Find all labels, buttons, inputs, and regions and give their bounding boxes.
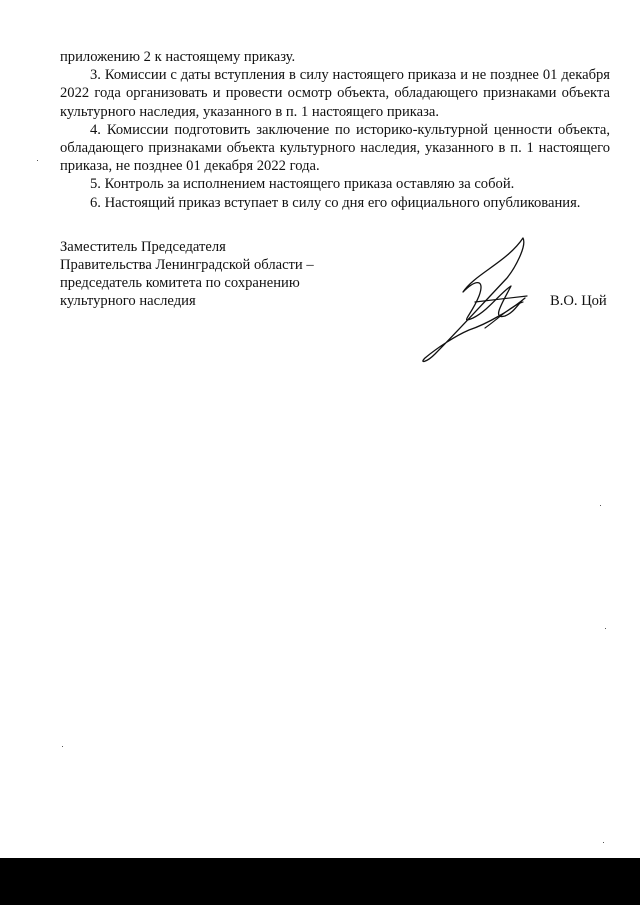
scan-speck [605, 628, 606, 629]
scan-speck [62, 746, 63, 747]
paragraph-3: 3. Комиссии с даты вступления в силу настоящего приказа и не позднее 01 декабря 2022 года организовать и провести осмотр объекта, обладающего признаками объекта культурного наследия, указанного в п. 1 настоящего приказа. [60, 67, 610, 120]
document-body [60, 48, 610, 212]
scan-speck [603, 842, 604, 843]
scan-border-bottom [0, 858, 640, 905]
handwritten-signature [415, 232, 550, 367]
signatory-title-line: культурного наследия [60, 293, 196, 309]
scan-speck [37, 160, 38, 161]
signer-name: В.О. Цой [550, 293, 607, 309]
signatory-title [60, 238, 314, 310]
paragraph-continuation: приложению 2 к настоящему приказу. [60, 49, 296, 65]
signatory-title-line: председатель комитета по сохранению [60, 275, 300, 291]
paragraph-6: 6. Настоящий приказ вступает в силу со дня его официального опубликования. [90, 194, 581, 211]
signatory-title-line: Заместитель Председателя [60, 239, 226, 255]
signatory-title-line: Правительства Ленинградской области – [60, 257, 314, 273]
paragraph-4: 4. Комиссии подготовить заключение по историко-культурной ценности объекта, обладающего признаками объекта культурного наследия, указанного в п. 1 настоящего приказа, не позднее 01 декабря 2022 года. [60, 121, 610, 175]
paragraph-5: 5. Контроль за исполнением настоящего приказа оставляю за собой. [90, 176, 515, 193]
scan-speck [600, 505, 601, 506]
